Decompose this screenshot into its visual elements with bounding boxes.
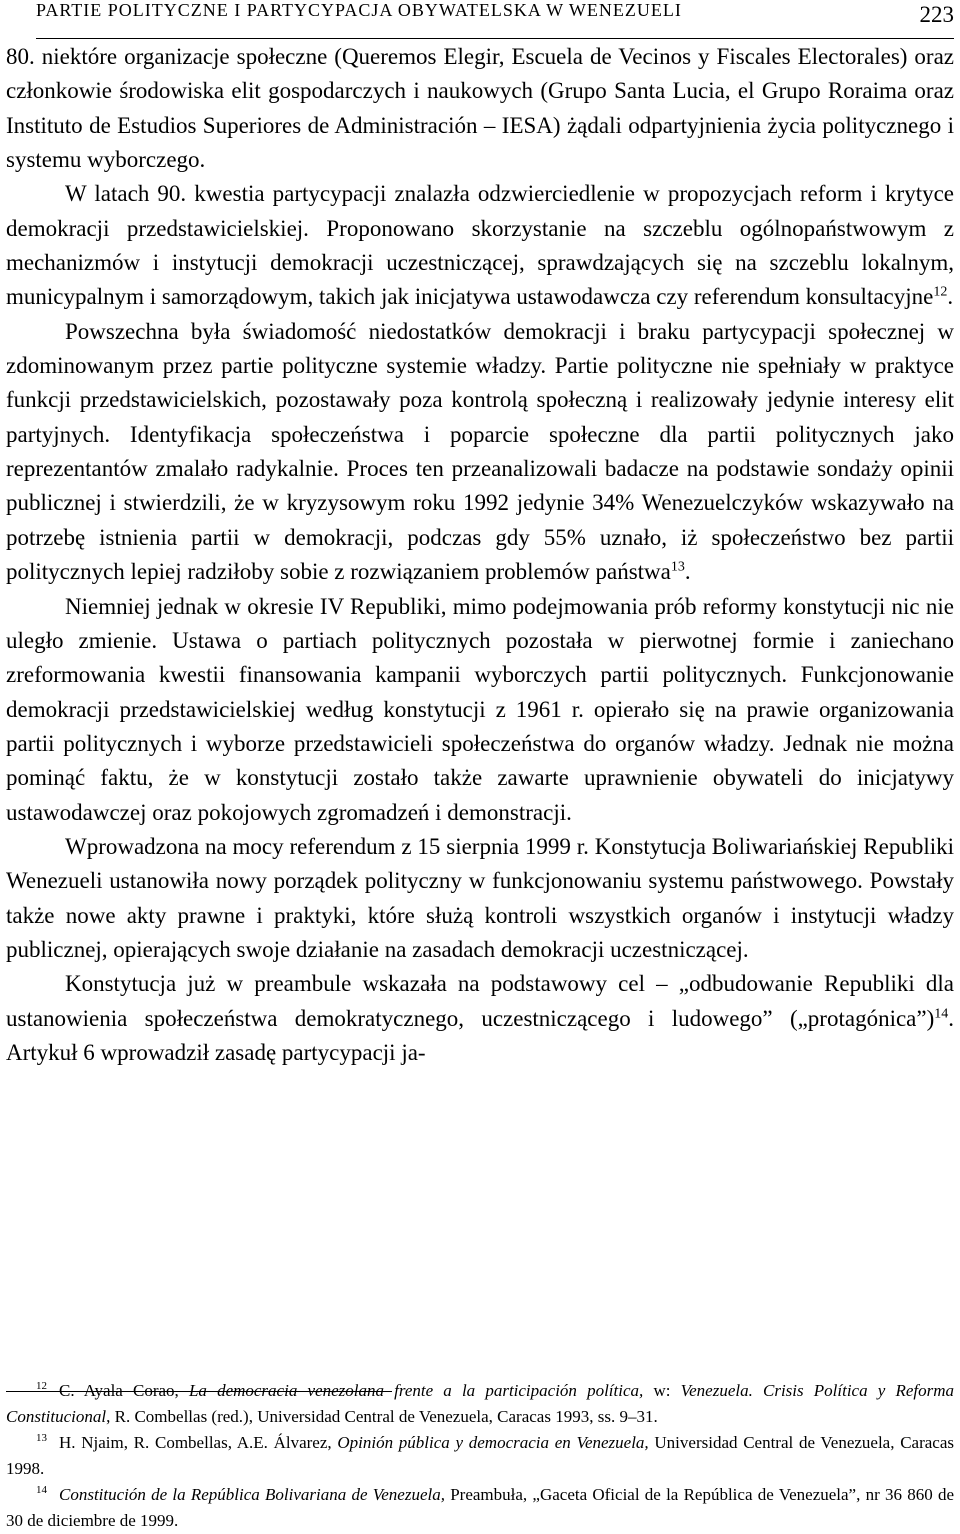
main-text <box>6 40 954 1070</box>
paragraph-6 <box>6 967 954 1070</box>
paragraph-6-end: . Artykuł 6 wprowadził zasadę partycypacji ja- <box>6 1005 954 1065</box>
paragraph-5 <box>6 830 954 967</box>
running-title: PARTIE POLITYCZNE I PARTYCYPACJA OBYWATELSKA W WENEZUELI <box>36 0 682 20</box>
paragraph-5-text: Wprowadzona na mocy referendum z 15 sierpnia 1999 r. Konstytucja Boliwariańskiej Republiki Wenezueli ustanowiła nowy porządek polityczny w funkcjonowaniu systemu państwowego. Powstały także nowe akty prawne i praktyki, które służą kontroli wszystkich organów i instytucji władzy publicznej, opierających swoje działanie na zasadach demokracji uczestniczącej. <box>6 833 954 962</box>
footnote-title-2: Venezuela. Crisis Política y Reforma Constitucional <box>6 1381 955 1426</box>
paragraph-3-end: . <box>684 559 691 585</box>
footnote-ref-14: 14 <box>934 1005 949 1021</box>
footnote-14 <box>6 1482 954 1534</box>
footnote-mid: w: <box>643 1381 681 1400</box>
footnote-title: Constitución de la República Bolivariana de Venezuela, <box>59 1485 445 1504</box>
paragraph-6-text: Konstytucja już w preambule wskazała na podstawowy cel – „odbudowanie Republiki dla ustanowienia społeczeństwa demokratycznego, uczestniczącego i ludowego” („protagónica”) <box>6 971 954 1031</box>
footnote-title: Opinión pública y democracia en Venezuela, <box>337 1433 649 1452</box>
page-number: 223 <box>919 2 954 27</box>
footnote-rest: Preambuła, „Gaceta Oficial de la República de Venezuela”, nr 36 860 de 30 de diciembre de 1999. <box>6 1485 954 1530</box>
paragraph-3-text: Powszechna była świadomość niedostatków demokracji i braku partycypacji społecznej w zdominowanym przez partie polityczne systemie władzy. Partie polityczne nie spełniały w praktyce funkcji przedstawicielskich, pozostawały poza kontrolą społeczną i realizowały jedynie interesy elit partyjnych. Identyfikacja społeczeństwa i poparcie społeczne dla partii politycznych jako reprezentantów zmalało radykalnie. Proces ten przeanalizowali badacze na podstawie sondaży opinii publicznej i stwierdzili, że w kryzysowym roku 1992 jedynie 34% Wenezuelczyków wskazywało na potrzebę istnienia partii w demokracji, podczas gdy 55% uznało, iż społeczeństwo bez partii politycznych lepiej radziłoby sobie z rozwiązaniem problemów państwa <box>6 318 954 585</box>
footnote-author: H. Njaim, R. Combellas, A.E. Álvarez, <box>59 1433 338 1452</box>
book-page <box>6 0 954 1532</box>
footnote-12 <box>6 1378 954 1430</box>
footnote-rest: Universidad Central de Venezuela, Caracas 1998. <box>6 1433 954 1478</box>
paragraph-4 <box>6 590 954 830</box>
paragraph-2 <box>6 177 954 314</box>
footnote-author: C. Ayala Corao, <box>59 1381 189 1400</box>
footnote-number: 14 <box>36 1484 47 1497</box>
footnote-title: La democracia venezolana frente a la participación política, <box>188 1381 644 1400</box>
footnote-ref-12: 12 <box>933 284 948 300</box>
footnote-ref-13: 13 <box>670 559 685 575</box>
footnote-13 <box>6 1430 954 1482</box>
paragraph-4-text: Niemniej jednak w okresie IV Republiki, mimo podejmowania prób reformy konstytucji nic nie uległo zmienie. Ustawa o partiach politycznych pozostała w pierwotnej formie i zaniechano zreformowania kwestii finansowania kampanii wyborczych partii politycznych. Funkcjonowanie demokracji przedstawicielskiej według konstytucji z 1961 r. opierało się na prawie organizowania partii politycznych i wyborze przedstawicieli społeczeństwa do organów władzy. Jednak nie można pominąć faktu, że w konstytucji zostało także zawarte uprawnienie obywateli do inicjatywy ustawodawczej oraz pokojowych zgromadzeń i demonstracji. <box>6 593 954 825</box>
paragraph-1-text: 80. niektóre organizacje społeczne (Queremos Elegir, Escuela de Vecinos y Fiscales Electorales) oraz członkowie środowiska elit gospodarczych i naukowych (Grupo Santa Lucia, el Grupo Roraima oraz Instituto de Estudios Superiores de Administración – IESA) żądali odpartyjnienia życia politycznego i systemu wyborczego. <box>6 44 954 173</box>
footnote-rest: , R. Combellas (red.), Universidad Central de Venezuela, Caracas 1993, ss. 9–31. <box>106 1407 658 1426</box>
footnotes <box>6 1378 954 1534</box>
paragraph-3 <box>6 315 954 590</box>
footnote-number: 13 <box>36 1432 47 1445</box>
paragraph-2-end: . <box>947 284 954 310</box>
paragraph-2-text: W latach 90. kwestia partycypacji znalazła odzwierciedlenie w propozycjach reform i krytyce demokracji przedstawicielskiej. Proponowano skorzystanie na szczeblu ogólnopaństwowym z mechanizmów i instytucji demokracji uczestniczącej, sprawdzających się na szczeblu lokalnym, municypalnym i samorządowym, takich jak inicjatywa ustawodawcza czy referendum konsultacyjne <box>6 181 954 310</box>
page-header <box>36 0 954 39</box>
footnote-number: 12 <box>36 1380 47 1393</box>
paragraph-1 <box>6 40 954 177</box>
